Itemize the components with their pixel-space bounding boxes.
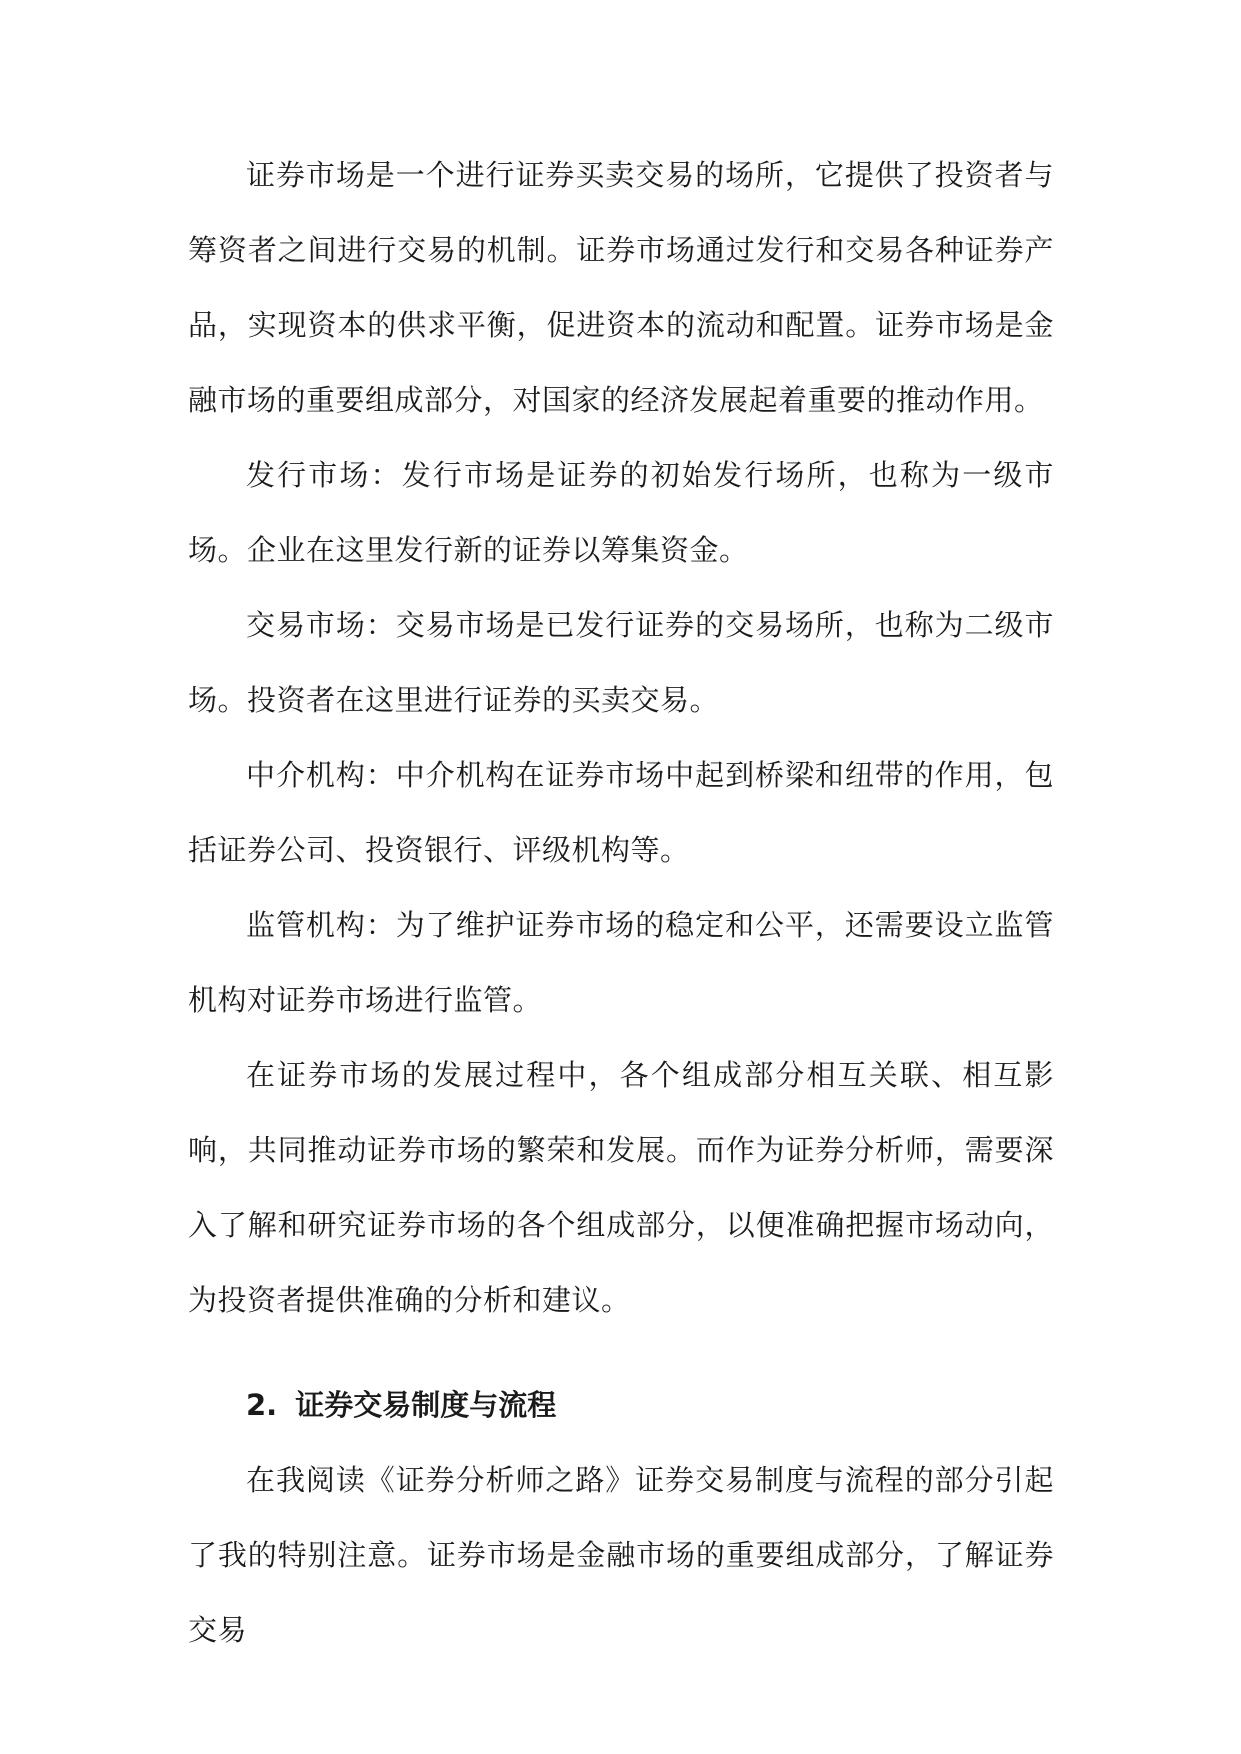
section-number: 2. <box>246 1388 278 1422</box>
section-heading <box>188 1368 1054 1443</box>
paragraph-trading-system: 在我阅读《证券分析师之路》证券交易制度与流程的部分引起了我的特别注意。证券市场是金融市场的重要组成部分，了解证券交易 <box>188 1463 1054 1647</box>
section-title: 证券交易制度与流程 <box>295 1388 557 1422</box>
paragraph-development: 在证券市场的发展过程中，各个组成部分相互关联、相互影响，共同推动证券市场的繁荣和发展。而作为证券分析师，需要深入了解和研究证券市场的各个组成部分，以便准确把握市场动向，为投资者提供准确的分析和建议。 <box>188 1058 1054 1317</box>
paragraph-primary-market: 发行市场：发行市场是证券的初始发行场所，也称为一级市场。企业在这里发行新的证券以筹集资金。 <box>188 458 1054 567</box>
paragraph-regulators: 监管机构：为了维护证券市场的稳定和公平，还需要设立监管机构对证券市场进行监管。 <box>188 908 1054 1017</box>
document-body <box>188 138 1054 1668</box>
paragraph-securities-market-intro: 证券市场是一个进行证券买卖交易的场所，它提供了投资者与筹资者之间进行交易的机制。证券市场通过发行和交易各种证券产品，实现资本的供求平衡，促进资本的流动和配置。证券市场是金融市场的重要组成部分，对国家的经济发展起着重要的推动作用。 <box>188 158 1054 417</box>
paragraph-secondary-market: 交易市场：交易市场是已发行证券的交易场所，也称为二级市场。投资者在这里进行证券的买卖交易。 <box>188 608 1054 717</box>
paragraph-intermediaries: 中介机构：中介机构在证券市场中起到桥梁和纽带的作用，包括证券公司、投资银行、评级机构等。 <box>188 758 1054 867</box>
